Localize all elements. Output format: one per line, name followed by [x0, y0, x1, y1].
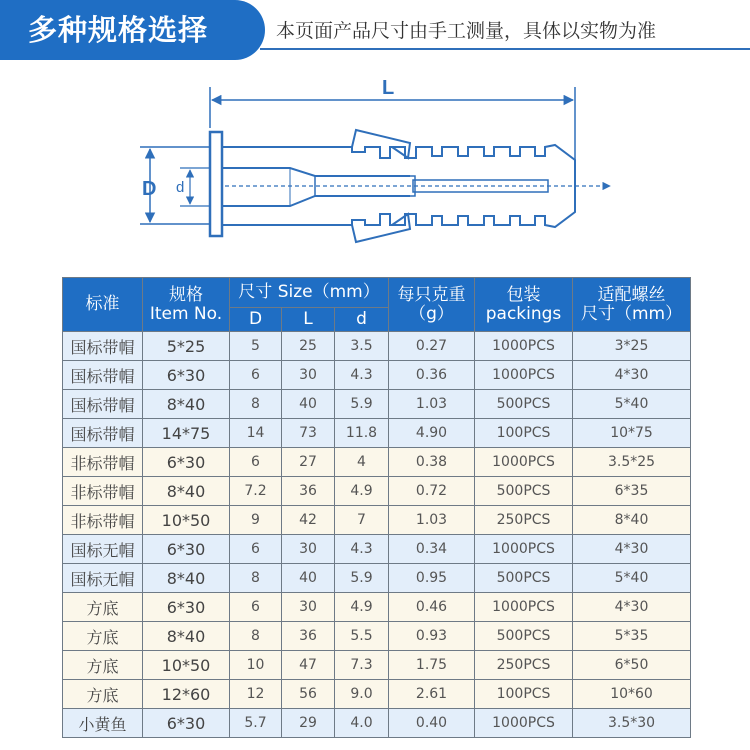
cell-weight: 0.38: [389, 448, 475, 477]
cell-pack: 500PCS: [475, 477, 573, 506]
header-size: 尺寸 Size（mm）: [230, 278, 389, 308]
table-row: [63, 477, 691, 506]
cell-d: 7: [335, 506, 389, 535]
table-row: [63, 535, 691, 564]
header-screw-cn: 适配螺丝: [597, 284, 666, 305]
cell-d: 3.5: [335, 332, 389, 361]
cell-standard: 国标无帽: [63, 535, 143, 564]
cell-standard: 方底: [63, 622, 143, 651]
cell-L: 36: [282, 622, 335, 651]
cell-spec: 6*30: [143, 448, 230, 477]
header-packing: [475, 278, 573, 332]
cell-spec: 6*30: [143, 361, 230, 390]
cell-d: 4.9: [335, 593, 389, 622]
table-row: [63, 593, 691, 622]
cell-D: 6: [230, 448, 282, 477]
header-packing-en: packings: [485, 303, 562, 324]
table-row: [63, 419, 691, 448]
cell-screw: 10*60: [573, 680, 691, 709]
cell-standard: 国标带帽: [63, 332, 143, 361]
cell-screw: 10*75: [573, 419, 691, 448]
cell-d: 4: [335, 448, 389, 477]
cell-screw: 3.5*30: [573, 709, 691, 738]
cell-spec: 8*40: [143, 622, 230, 651]
cell-pack: 500PCS: [475, 564, 573, 593]
header-spec-cn: 规格: [169, 284, 203, 305]
cell-weight: 1.03: [389, 506, 475, 535]
dimension-L-label: L: [382, 77, 395, 99]
cell-weight: 0.27: [389, 332, 475, 361]
header-size-d: d: [335, 308, 389, 332]
cell-L: 30: [282, 361, 335, 390]
cell-d: 5.5: [335, 622, 389, 651]
header-weight-cn: 每只克重: [397, 284, 466, 305]
header-size-L: L: [282, 308, 335, 332]
cell-pack: 1000PCS: [475, 361, 573, 390]
table-row: [63, 651, 691, 680]
cell-d: 4.9: [335, 477, 389, 506]
page-header: [0, 0, 750, 60]
cell-pack: 1000PCS: [475, 332, 573, 361]
cell-standard: 小黄鱼: [63, 709, 143, 738]
cell-weight: 2.61: [389, 680, 475, 709]
cell-screw: 5*35: [573, 622, 691, 651]
cell-L: 29: [282, 709, 335, 738]
cell-spec: 8*40: [143, 477, 230, 506]
page-title: 多种规格选择: [28, 13, 209, 47]
cell-pack: 500PCS: [475, 390, 573, 419]
header-spec-en: Item No.: [149, 303, 223, 324]
cell-D: 8: [230, 390, 282, 419]
cell-standard: 国标带帽: [63, 361, 143, 390]
cell-D: 10: [230, 651, 282, 680]
cell-screw: 8*40: [573, 506, 691, 535]
cell-spec: 10*50: [143, 506, 230, 535]
table-row: [63, 506, 691, 535]
cell-pack: 250PCS: [475, 651, 573, 680]
header-screw-size: 尺寸（mm）: [580, 303, 683, 324]
cell-L: 25: [282, 332, 335, 361]
cell-D: 6: [230, 535, 282, 564]
cell-L: 40: [282, 564, 335, 593]
cell-spec: 6*30: [143, 709, 230, 738]
cell-pack: 1000PCS: [475, 535, 573, 564]
cell-standard: 国标无帽: [63, 564, 143, 593]
header-weight: [389, 278, 475, 332]
cell-weight: 0.34: [389, 535, 475, 564]
cell-D: 6: [230, 593, 282, 622]
header-weight-unit: （g）: [409, 303, 454, 324]
cell-D: 8: [230, 564, 282, 593]
cell-pack: 1000PCS: [475, 448, 573, 477]
header-packing-cn: 包装: [506, 284, 541, 305]
cell-pack: 1000PCS: [475, 709, 573, 738]
cell-screw: 5*40: [573, 564, 691, 593]
cell-D: 5: [230, 332, 282, 361]
spec-table: [62, 277, 691, 738]
cell-spec: 8*40: [143, 390, 230, 419]
cell-d: 11.8: [335, 419, 389, 448]
cell-pack: 1000PCS: [475, 593, 573, 622]
cell-weight: 0.93: [389, 622, 475, 651]
header-standard: 标准: [63, 278, 143, 332]
cell-weight: 1.03: [389, 390, 475, 419]
cell-D: 8: [230, 622, 282, 651]
cell-L: 27: [282, 448, 335, 477]
header-spec: [143, 278, 230, 332]
cell-standard: 国标带帽: [63, 390, 143, 419]
cell-pack: 250PCS: [475, 506, 573, 535]
cell-d: 9.0: [335, 680, 389, 709]
cell-pack: 500PCS: [475, 622, 573, 651]
cell-weight: 0.72: [389, 477, 475, 506]
cell-screw: 5*40: [573, 390, 691, 419]
cell-d: 4.3: [335, 361, 389, 390]
cell-L: 42: [282, 506, 335, 535]
cell-L: 47: [282, 651, 335, 680]
cell-weight: 0.40: [389, 709, 475, 738]
cell-spec: 6*30: [143, 535, 230, 564]
cell-weight: 0.46: [389, 593, 475, 622]
table-row: [63, 680, 691, 709]
cell-weight: 1.75: [389, 651, 475, 680]
cell-screw: 6*50: [573, 651, 691, 680]
cell-D: 7.2: [230, 477, 282, 506]
cell-standard: 非标带帽: [63, 477, 143, 506]
measurement-note: 本页面产品尺寸由手工测量，具体以实物为准: [276, 20, 657, 42]
cell-standard: 国标带帽: [63, 419, 143, 448]
cell-L: 30: [282, 535, 335, 564]
cell-standard: 非标带帽: [63, 506, 143, 535]
cell-spec: 12*60: [143, 680, 230, 709]
cell-spec: 14*75: [143, 419, 230, 448]
cell-screw: 4*30: [573, 535, 691, 564]
table-row: [63, 361, 691, 390]
cell-spec: 10*50: [143, 651, 230, 680]
cell-weight: 4.90: [389, 419, 475, 448]
anchor-drawing: [0, 60, 750, 275]
cell-L: 40: [282, 390, 335, 419]
cell-d: 4.3: [335, 535, 389, 564]
cell-D: 6: [230, 361, 282, 390]
header-screw: [573, 278, 691, 332]
cell-weight: 0.36: [389, 361, 475, 390]
cell-D: 9: [230, 506, 282, 535]
cell-L: 30: [282, 593, 335, 622]
cell-spec: 6*30: [143, 593, 230, 622]
cell-D: 12: [230, 680, 282, 709]
cell-L: 36: [282, 477, 335, 506]
cell-screw: 6*35: [573, 477, 691, 506]
cell-weight: 0.95: [389, 564, 475, 593]
cell-standard: 方底: [63, 593, 143, 622]
cell-L: 73: [282, 419, 335, 448]
cell-standard: 非标带帽: [63, 448, 143, 477]
cell-screw: 4*30: [573, 361, 691, 390]
table-row: [63, 332, 691, 361]
table-row: [63, 390, 691, 419]
table-row: [63, 709, 691, 738]
cell-d: 7.3: [335, 651, 389, 680]
table-row: [63, 564, 691, 593]
cell-spec: 5*25: [143, 332, 230, 361]
cell-d: 5.9: [335, 390, 389, 419]
cell-L: 56: [282, 680, 335, 709]
cell-screw: 3.5*25: [573, 448, 691, 477]
header-size-D: D: [230, 308, 282, 332]
table-row: [63, 448, 691, 477]
anchor-diagram: [0, 60, 750, 275]
cell-D: 5.7: [230, 709, 282, 738]
cell-screw: 3*25: [573, 332, 691, 361]
cell-standard: 方底: [63, 651, 143, 680]
cell-d: 5.9: [335, 564, 389, 593]
cell-pack: 100PCS: [475, 680, 573, 709]
cell-screw: 4*30: [573, 593, 691, 622]
cell-D: 14: [230, 419, 282, 448]
cell-d: 4.0: [335, 709, 389, 738]
cell-standard: 方底: [63, 680, 143, 709]
cell-spec: 8*40: [143, 564, 230, 593]
table-row: [63, 622, 691, 651]
dimension-d-label: d: [176, 179, 185, 196]
header-divider: [260, 48, 750, 50]
dimension-D-label: D: [142, 178, 157, 200]
cell-pack: 100PCS: [475, 419, 573, 448]
